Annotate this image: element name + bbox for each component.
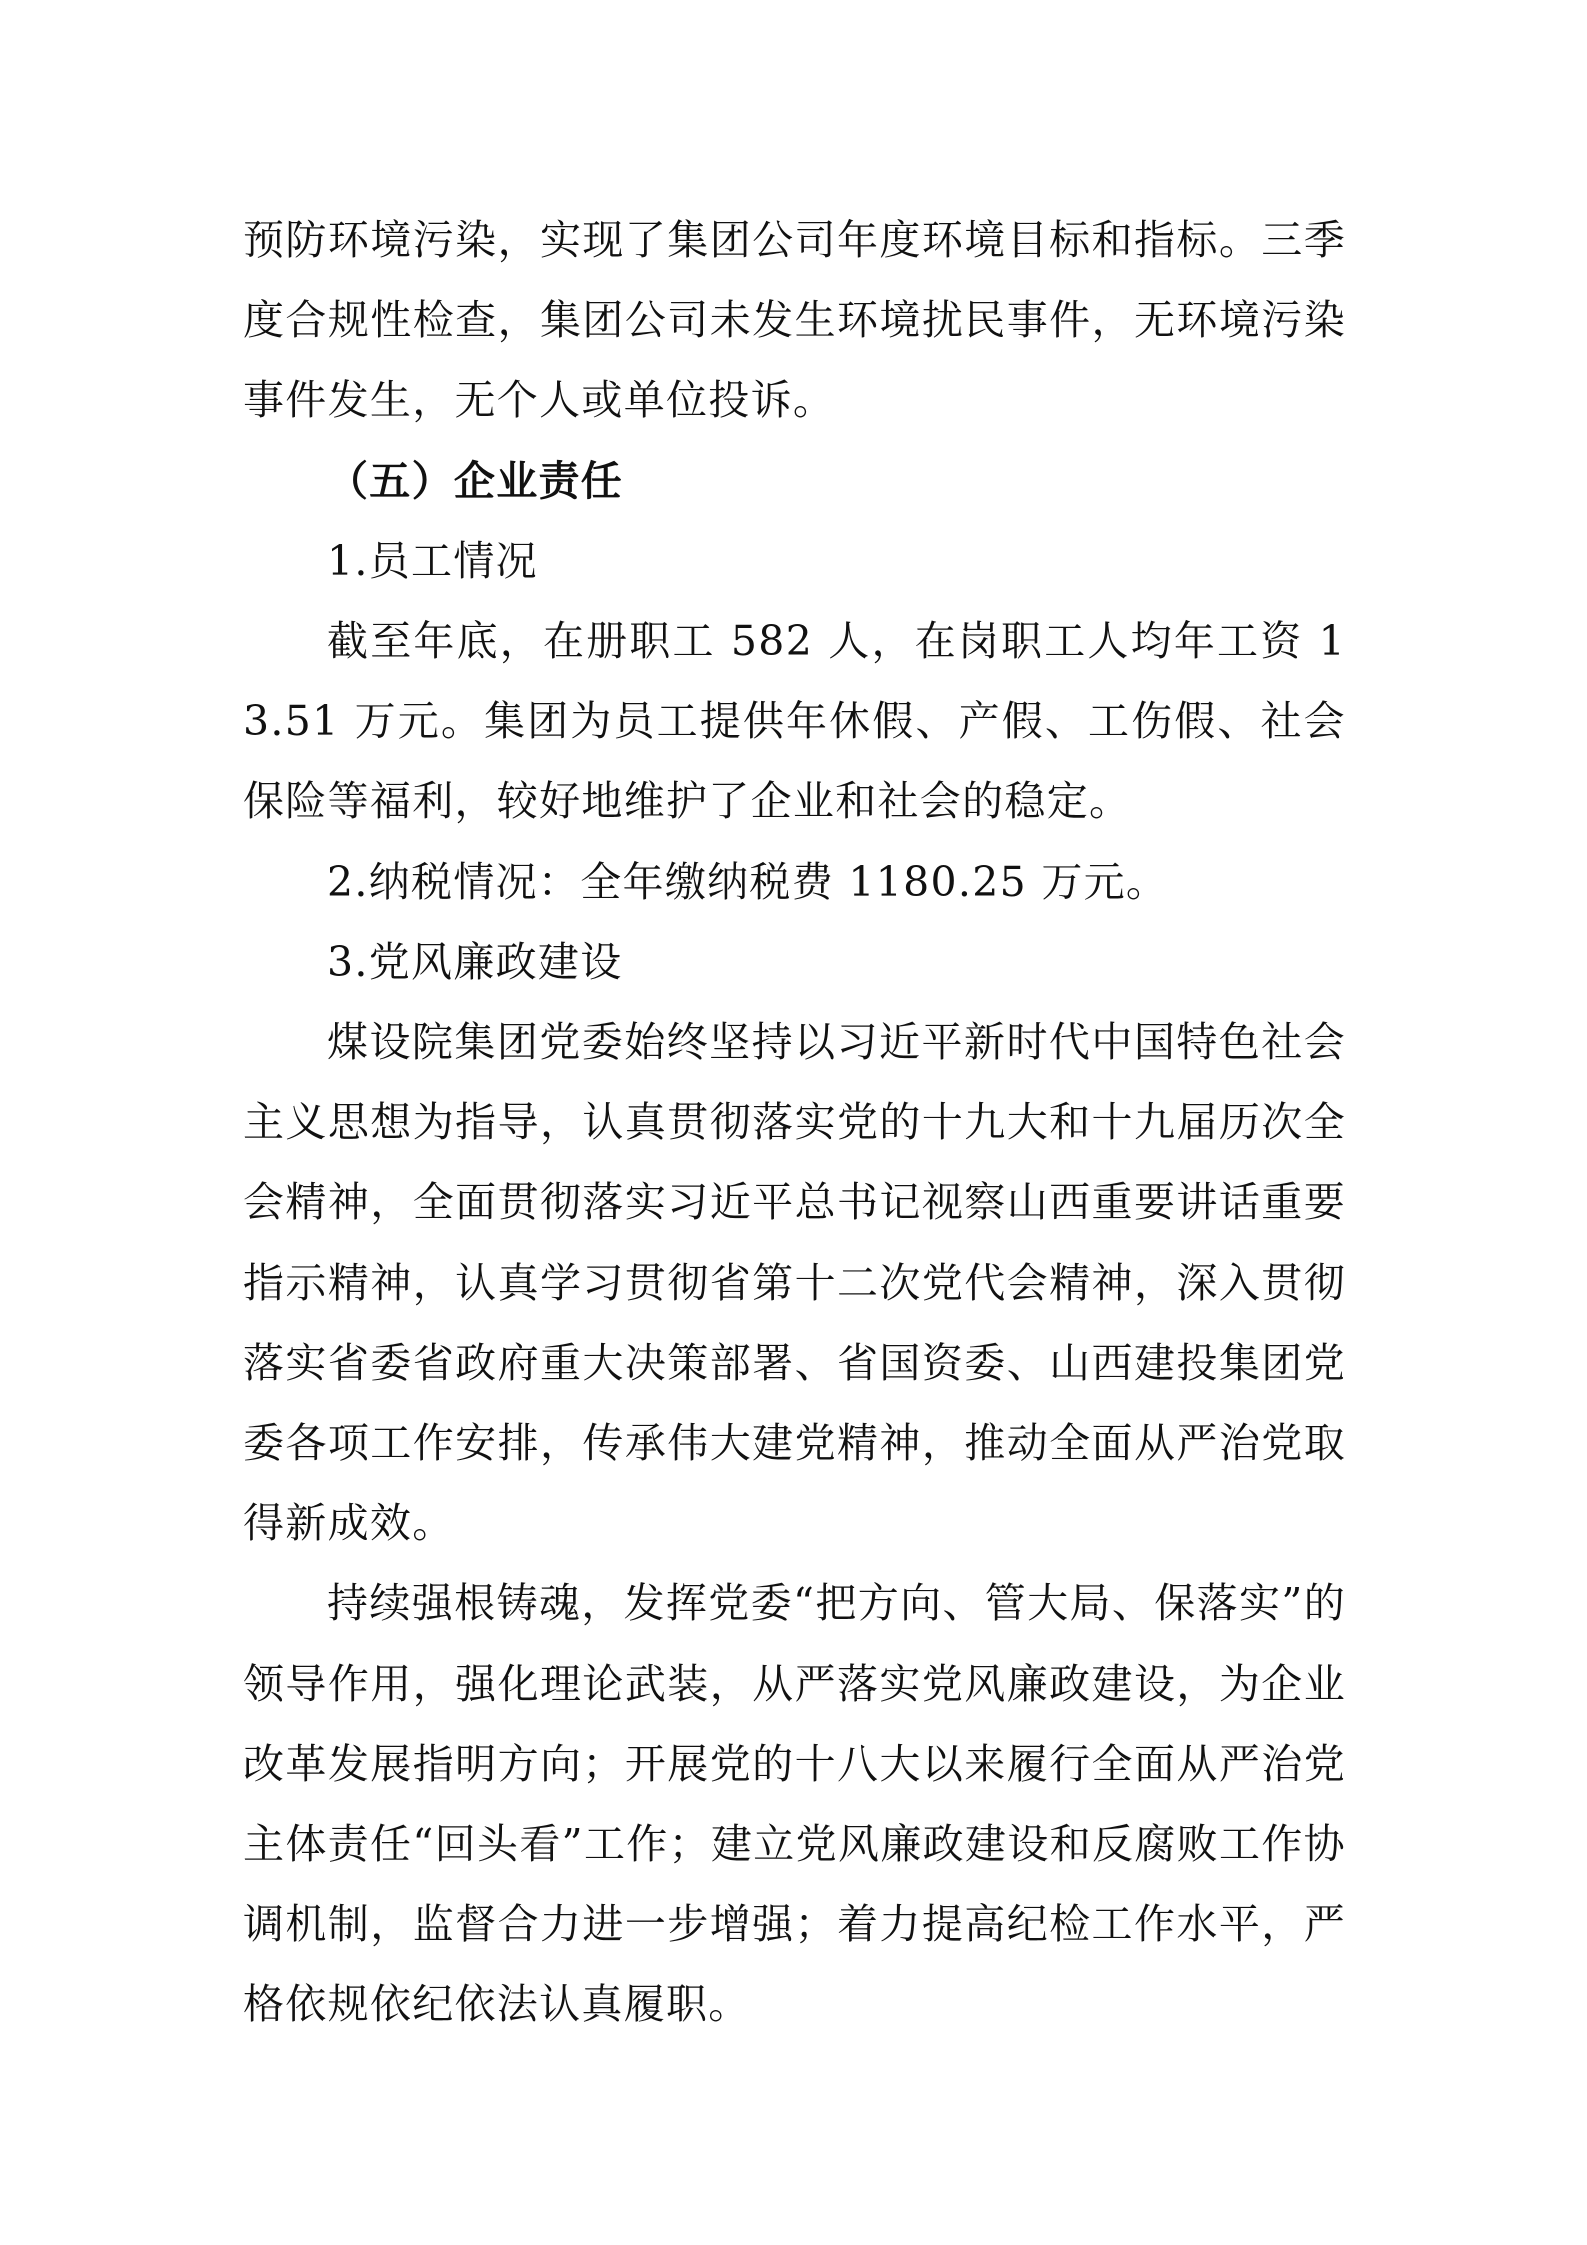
- paragraph-employee-situation: 截至年底，在册职工 582 人，在岗职工人均年工资 13.51 万元。集团为员工提供年休假、产假、工伤假、社会保险等福利，较好地维护了企业和社会的稳定。: [243, 617, 1346, 826]
- paragraph-party-integrity-2: 持续强根铸魂，发挥党委“把方向、管大局、保落实”的领导作用，强化理论武装，从严落实党风廉政建设，为企业改革发展指明方向；开展党的十八大以来履行全面从严治党主体责任“回头看”工作；建立党风廉政建设和反腐败工作协调机制，监督合力进一步增强；着力提高纪检工作水平，严格依规依纪依法认真履职。: [243, 1579, 1346, 2029]
- section-heading-corporate-responsibility: （五）企业责任: [327, 456, 624, 505]
- paragraph-tax-situation: 2.纳税情况：全年缴纳税费 1180.25 万元。: [327, 857, 1169, 906]
- subheading-party-integrity: 3.党风廉政建设: [327, 937, 623, 986]
- document-page: [243, 200, 1346, 2045]
- paragraph-environment-continued: 预防环境污染，实现了集团公司年度环境目标和指标。三季度合规性检查，集团公司未发生环境扰民事件，无环境污染事件发生，无个人或单位投诉。: [243, 216, 1346, 425]
- paragraph-party-integrity-1: 煤设院集团党委始终坚持以习近平新时代中国特色社会主义思想为指导，认真贯彻落实党的十九大和十九届历次全会精神，全面贯彻落实习近平总书记视察山西重要讲话重要指示精神，认真学习贯彻省第十二次党代会精神，深入贯彻落实省委省政府重大决策部署、省国资委、山西建投集团党委各项工作安排，传承伟大建党精神，推动全面从严治党取得新成效。: [243, 1018, 1346, 1548]
- subheading-employee-situation: 1.员工情况: [327, 536, 538, 585]
